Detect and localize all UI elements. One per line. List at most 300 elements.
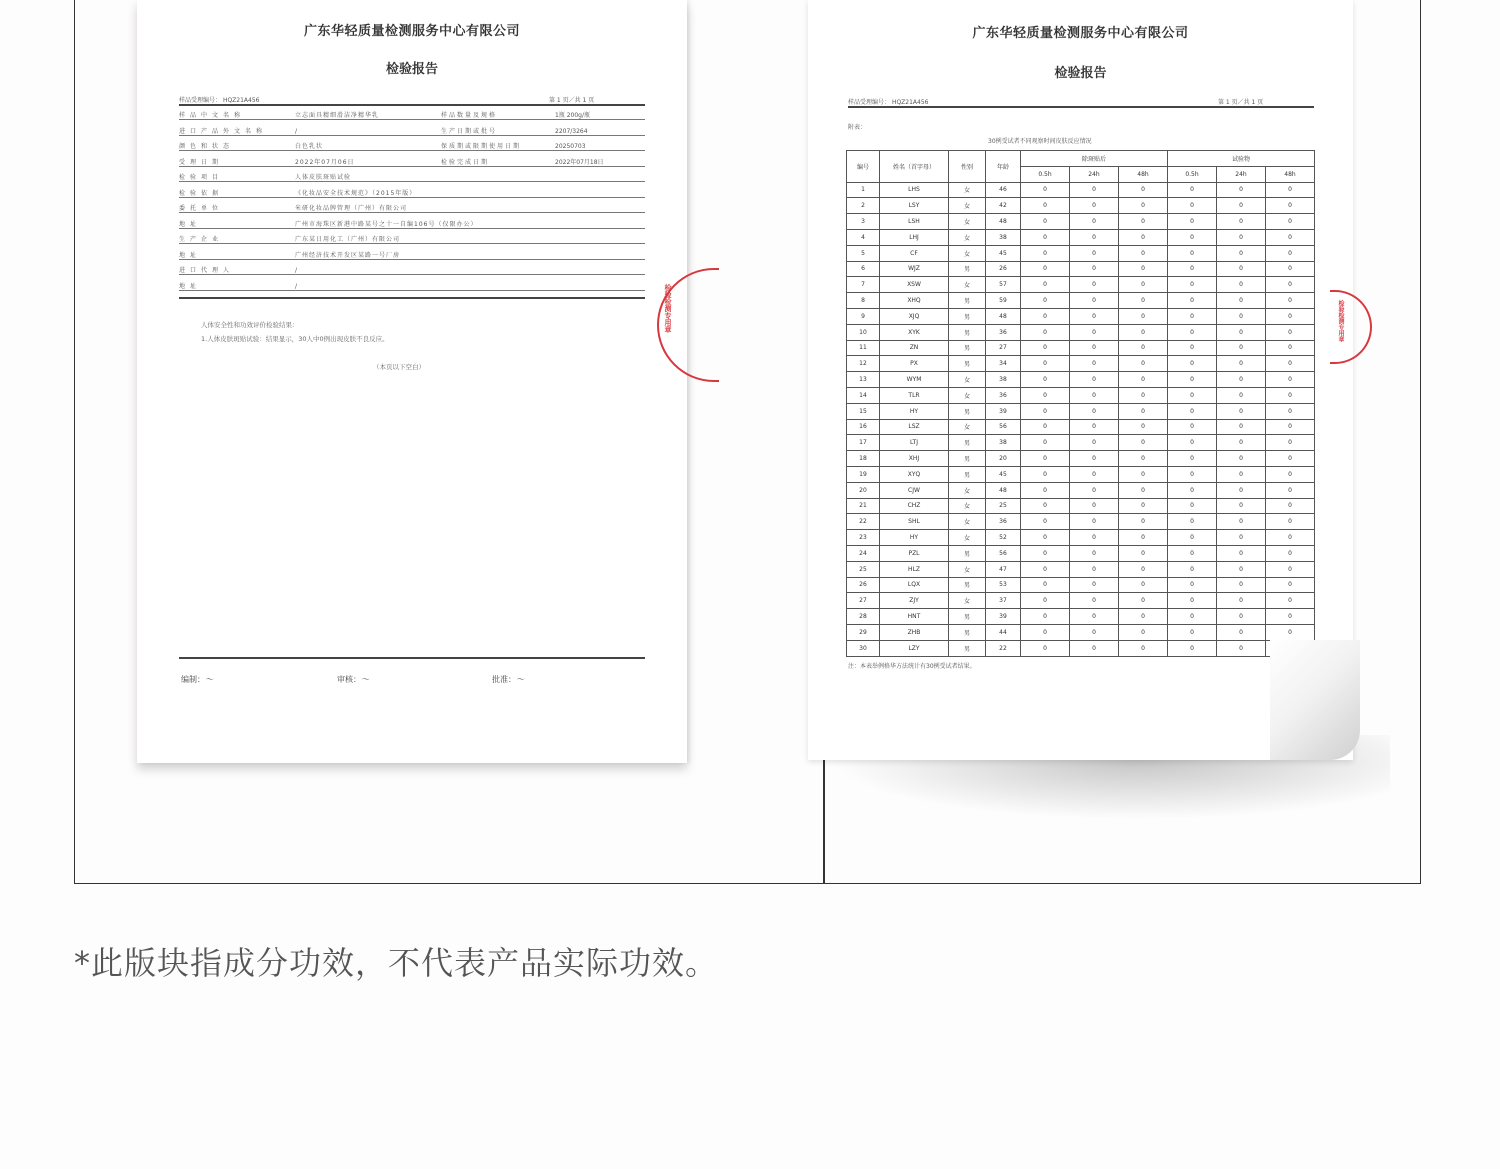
score-cell: 0 xyxy=(1021,435,1070,451)
info-row-value: 2022年07月06日 xyxy=(295,158,355,166)
red-seal-stamp xyxy=(657,268,719,382)
score-cell: 0 xyxy=(1266,545,1315,561)
table-cell: 11 xyxy=(847,340,880,356)
info-row xyxy=(179,248,645,260)
table-cell: 21 xyxy=(847,498,880,514)
score-cell: 0 xyxy=(1168,482,1217,498)
table-cell: 48 xyxy=(986,482,1021,498)
table-cell: 26 xyxy=(847,577,880,593)
table-cell: 男 xyxy=(949,545,986,561)
score-cell: 0 xyxy=(1266,293,1315,309)
score-cell: 0 xyxy=(1119,229,1168,245)
score-cell: 0 xyxy=(1168,245,1217,261)
score-cell: 0 xyxy=(1168,182,1217,198)
table-cell: 19 xyxy=(847,466,880,482)
score-cell: 0 xyxy=(1070,577,1119,593)
th-name: 姓名（首字母） xyxy=(880,151,949,183)
score-cell: 0 xyxy=(1021,277,1070,293)
table-cell: 女 xyxy=(949,419,986,435)
score-cell: 0 xyxy=(1266,530,1315,546)
th-time: 24h xyxy=(1070,166,1119,182)
table-footnote: 注：本表举例格华方法统计有30例受试者结果。 xyxy=(848,663,976,670)
score-cell: 0 xyxy=(1217,498,1266,514)
table-cell: 20 xyxy=(986,451,1021,467)
th-no: 编号 xyxy=(847,151,880,183)
score-cell: 0 xyxy=(1217,324,1266,340)
table-cell: 30 xyxy=(847,640,880,656)
table-cell: 男 xyxy=(949,261,986,277)
score-cell: 0 xyxy=(1021,308,1070,324)
score-cell: 0 xyxy=(1217,640,1266,656)
score-cell: 0 xyxy=(1070,624,1119,640)
score-cell: 0 xyxy=(1266,451,1315,467)
disclaimer-text: *此版块指成分功效，不代表产品实际功效。 xyxy=(74,944,719,982)
score-cell: 0 xyxy=(1266,624,1315,640)
info-row-value-2: 2022年07月18日 xyxy=(555,158,604,166)
score-cell: 0 xyxy=(1070,545,1119,561)
table-cell: 女 xyxy=(949,387,986,403)
score-cell: 0 xyxy=(1266,229,1315,245)
report-org: 广东华轻质量检测服务中心有限公司 xyxy=(303,24,520,39)
score-cell: 0 xyxy=(1070,340,1119,356)
table-cell: 男 xyxy=(949,403,986,419)
table-cell: 38 xyxy=(986,435,1021,451)
table-row xyxy=(847,609,1315,625)
table-cell: PX xyxy=(880,356,949,372)
score-cell: 0 xyxy=(1266,372,1315,388)
report-page-1 xyxy=(137,0,687,763)
score-cell: 0 xyxy=(1119,435,1168,451)
score-cell: 0 xyxy=(1168,593,1217,609)
score-cell: 0 xyxy=(1168,229,1217,245)
score-cell: 0 xyxy=(1217,419,1266,435)
score-cell: 0 xyxy=(1266,356,1315,372)
score-cell: 0 xyxy=(1119,498,1168,514)
sample-no xyxy=(179,95,259,104)
table-cell: XYQ xyxy=(880,466,949,482)
info-row-value-2: 2207/3264 xyxy=(555,127,588,135)
score-cell: 0 xyxy=(1070,593,1119,609)
info-row-value: 人体皮肤斑贴试验 xyxy=(295,174,352,181)
info-row-value: / xyxy=(295,127,299,135)
score-cell: 0 xyxy=(1217,466,1266,482)
table-cell: 39 xyxy=(986,609,1021,625)
score-cell: 0 xyxy=(1070,482,1119,498)
info-row-value: / xyxy=(295,282,299,290)
score-cell: 0 xyxy=(1168,403,1217,419)
table-cell: 25 xyxy=(847,561,880,577)
table-cell: 女 xyxy=(949,182,986,198)
table-cell: XJQ xyxy=(880,308,949,324)
info-row xyxy=(179,139,645,151)
score-cell: 0 xyxy=(1021,340,1070,356)
table-cell: 3 xyxy=(847,214,880,230)
score-cell: 0 xyxy=(1217,451,1266,467)
th-group2: 试验物 xyxy=(1168,151,1315,167)
table-row xyxy=(847,466,1315,482)
score-cell: 0 xyxy=(1119,198,1168,214)
score-cell: 0 xyxy=(1168,340,1217,356)
table-row xyxy=(847,387,1315,403)
info-row-value: 白色乳状 xyxy=(295,143,324,150)
info-row-label: 地址 xyxy=(179,220,202,228)
score-cell: 0 xyxy=(1168,387,1217,403)
table-cell: HY xyxy=(880,403,949,419)
info-row-value: 《化妆品安全技术规范》（2015年版） xyxy=(295,189,417,197)
sample-no-value: HQZ21A456 xyxy=(222,97,260,104)
table-cell: 36 xyxy=(986,387,1021,403)
info-row xyxy=(179,217,645,229)
table-cell: 16 xyxy=(847,419,880,435)
score-cell: 0 xyxy=(1021,293,1070,309)
score-cell: 0 xyxy=(1021,356,1070,372)
score-cell: 0 xyxy=(1217,561,1266,577)
score-cell: 0 xyxy=(1119,419,1168,435)
score-cell: 0 xyxy=(1217,308,1266,324)
th-time: 0.5h xyxy=(1021,166,1070,182)
score-cell: 0 xyxy=(1266,577,1315,593)
table-row xyxy=(847,214,1315,230)
score-cell: 0 xyxy=(1119,545,1168,561)
score-cell: 0 xyxy=(1070,403,1119,419)
table-cell: 46 xyxy=(986,182,1021,198)
score-cell: 0 xyxy=(1070,245,1119,261)
score-cell: 0 xyxy=(1168,451,1217,467)
table-cell: 12 xyxy=(847,356,880,372)
score-cell: 0 xyxy=(1070,229,1119,245)
table-cell: 29 xyxy=(847,624,880,640)
table-cell: 48 xyxy=(986,308,1021,324)
signature-divider xyxy=(179,657,645,659)
score-cell: 0 xyxy=(1119,372,1168,388)
table-cell: 男 xyxy=(949,435,986,451)
page-curl xyxy=(1270,640,1360,760)
score-cell: 0 xyxy=(1217,372,1266,388)
table-row xyxy=(847,245,1315,261)
score-cell: 0 xyxy=(1266,182,1315,198)
score-cell: 0 xyxy=(1021,466,1070,482)
score-cell: 0 xyxy=(1119,261,1168,277)
th-time: 0.5h xyxy=(1168,166,1217,182)
results-table xyxy=(846,150,1315,657)
info-row-label: 进口产品外文名称 xyxy=(179,127,268,135)
score-cell: 0 xyxy=(1021,403,1070,419)
info-row xyxy=(179,155,645,167)
score-cell: 0 xyxy=(1070,182,1119,198)
score-cell: 0 xyxy=(1266,198,1315,214)
conclusion-title: 人体安全性和功效评价检验结果： xyxy=(201,321,299,329)
table-cell: 52 xyxy=(986,530,1021,546)
score-cell: 0 xyxy=(1266,482,1315,498)
score-cell: 0 xyxy=(1168,640,1217,656)
score-cell: 0 xyxy=(1021,451,1070,467)
info-row-value-2: 1瓶 200g/瓶 xyxy=(555,112,591,119)
score-cell: 0 xyxy=(1021,545,1070,561)
score-cell: 0 xyxy=(1119,466,1168,482)
table-cell: 42 xyxy=(986,198,1021,214)
table-cell: 4 xyxy=(847,229,880,245)
table-row xyxy=(847,403,1315,419)
page-number: 第 1 页／共 1 页 xyxy=(549,97,595,104)
table-cell: 20 xyxy=(847,482,880,498)
table-row xyxy=(847,545,1315,561)
score-cell: 0 xyxy=(1070,530,1119,546)
score-cell: 0 xyxy=(1070,261,1119,277)
score-cell: 0 xyxy=(1217,577,1266,593)
score-cell: 0 xyxy=(1266,498,1315,514)
table-cell: LQX xyxy=(880,577,949,593)
score-cell: 0 xyxy=(1021,261,1070,277)
score-cell: 0 xyxy=(1266,609,1315,625)
divider-top xyxy=(848,106,1314,108)
sample-no-label: 样品受理编号： xyxy=(179,97,222,104)
table-cell: 36 xyxy=(986,514,1021,530)
report-title: 检验报告 xyxy=(385,62,438,77)
table-cell: WYM xyxy=(880,372,949,388)
score-cell: 0 xyxy=(1070,198,1119,214)
score-cell: 0 xyxy=(1021,609,1070,625)
score-cell: 0 xyxy=(1021,214,1070,230)
table-cell: 女 xyxy=(949,530,986,546)
score-cell: 0 xyxy=(1119,356,1168,372)
score-cell: 0 xyxy=(1168,514,1217,530)
table-cell: XSW xyxy=(880,277,949,293)
score-cell: 0 xyxy=(1217,514,1266,530)
table-cell: CJW xyxy=(880,482,949,498)
table-row xyxy=(847,451,1315,467)
table-cell: 18 xyxy=(847,451,880,467)
divider-bottom xyxy=(179,297,645,299)
table-cell: 9 xyxy=(847,308,880,324)
score-cell: 0 xyxy=(1119,593,1168,609)
table-cell: 17 xyxy=(847,435,880,451)
table-cell: 男 xyxy=(949,609,986,625)
sample-no-label: 样品受理编号： xyxy=(848,99,891,106)
score-cell: 0 xyxy=(1168,609,1217,625)
score-cell: 0 xyxy=(1119,324,1168,340)
table-caption: 30例受试者不同观察时间皮肤反应情况 xyxy=(988,138,1092,145)
table-cell: 男 xyxy=(949,451,986,467)
score-cell: 0 xyxy=(1119,293,1168,309)
score-cell: 0 xyxy=(1266,340,1315,356)
score-cell: 0 xyxy=(1070,514,1119,530)
score-cell: 0 xyxy=(1217,356,1266,372)
attach-label: 附表： xyxy=(848,124,867,131)
score-cell: 0 xyxy=(1070,451,1119,467)
score-cell: 0 xyxy=(1021,324,1070,340)
table-row xyxy=(847,277,1315,293)
score-cell: 0 xyxy=(1168,293,1217,309)
th-sex: 性别 xyxy=(949,151,986,183)
sign-approver: 批准：〜 xyxy=(492,675,524,684)
table-cell: ZJY xyxy=(880,593,949,609)
score-cell: 0 xyxy=(1217,609,1266,625)
table-cell: 27 xyxy=(847,593,880,609)
table-cell: 女 xyxy=(949,245,986,261)
table-cell: 27 xyxy=(986,340,1021,356)
th-time: 24h xyxy=(1217,166,1266,182)
score-cell: 0 xyxy=(1021,577,1070,593)
table-cell: WJZ xyxy=(880,261,949,277)
table-cell: 2 xyxy=(847,198,880,214)
table-cell: LTJ xyxy=(880,435,949,451)
score-cell: 0 xyxy=(1119,640,1168,656)
table-cell: 38 xyxy=(986,229,1021,245)
score-cell: 0 xyxy=(1168,545,1217,561)
score-cell: 0 xyxy=(1021,530,1070,546)
score-cell: 0 xyxy=(1021,640,1070,656)
sample-no xyxy=(848,97,928,106)
score-cell: 0 xyxy=(1070,356,1119,372)
score-cell: 0 xyxy=(1021,198,1070,214)
table-cell: 48 xyxy=(986,214,1021,230)
info-row xyxy=(179,186,645,198)
table-cell: CF xyxy=(880,245,949,261)
score-cell: 0 xyxy=(1266,514,1315,530)
table-row xyxy=(847,340,1315,356)
table-cell: 34 xyxy=(986,356,1021,372)
score-cell: 0 xyxy=(1168,324,1217,340)
table-cell: 47 xyxy=(986,561,1021,577)
info-row-value: 米研化妆品牌管理（广州）有限公司 xyxy=(295,205,408,212)
table-cell: 53 xyxy=(986,577,1021,593)
score-cell: 0 xyxy=(1021,561,1070,577)
score-cell: 0 xyxy=(1021,593,1070,609)
info-row-value-2: 20250703 xyxy=(555,143,586,150)
score-cell: 0 xyxy=(1119,451,1168,467)
score-cell: 0 xyxy=(1119,530,1168,546)
table-cell: CHZ xyxy=(880,498,949,514)
table-row xyxy=(847,435,1315,451)
table-row xyxy=(847,640,1315,656)
score-cell: 0 xyxy=(1021,372,1070,388)
info-row-value: 广东某日用化工（广州）有限公司 xyxy=(295,236,401,243)
score-cell: 0 xyxy=(1021,514,1070,530)
score-cell: 0 xyxy=(1217,182,1266,198)
score-cell: 0 xyxy=(1168,577,1217,593)
score-cell: 0 xyxy=(1021,182,1070,198)
score-cell: 0 xyxy=(1119,245,1168,261)
score-cell: 0 xyxy=(1168,372,1217,388)
table-cell: 男 xyxy=(949,340,986,356)
table-row xyxy=(847,419,1315,435)
score-cell: 0 xyxy=(1168,419,1217,435)
table-cell: TLR xyxy=(880,387,949,403)
table-cell: 男 xyxy=(949,324,986,340)
table-cell: 39 xyxy=(986,403,1021,419)
score-cell: 0 xyxy=(1021,245,1070,261)
score-cell: 0 xyxy=(1070,435,1119,451)
table-cell: 59 xyxy=(986,293,1021,309)
th-age: 年龄 xyxy=(986,151,1021,183)
score-cell: 0 xyxy=(1119,214,1168,230)
end-note: （本页以下空白） xyxy=(373,363,425,371)
table-cell: 女 xyxy=(949,482,986,498)
stamp-label: 检验检测专用章 xyxy=(664,284,672,333)
score-cell: 0 xyxy=(1070,277,1119,293)
table-cell: 14 xyxy=(847,387,880,403)
score-cell: 0 xyxy=(1266,277,1315,293)
score-cell: 0 xyxy=(1070,466,1119,482)
table-cell: 37 xyxy=(986,593,1021,609)
score-cell: 0 xyxy=(1119,182,1168,198)
sample-no-value: HQZ21A456 xyxy=(891,99,929,106)
table-cell: SHL xyxy=(880,514,949,530)
table-cell: 男 xyxy=(949,356,986,372)
table-row xyxy=(847,293,1315,309)
table-row xyxy=(847,561,1315,577)
score-cell: 0 xyxy=(1021,624,1070,640)
score-cell: 0 xyxy=(1070,324,1119,340)
score-cell: 0 xyxy=(1070,372,1119,388)
score-cell: 0 xyxy=(1266,419,1315,435)
table-cell: LHS xyxy=(880,182,949,198)
info-row xyxy=(179,232,645,244)
info-row-label: 受理日期 xyxy=(179,158,224,166)
score-cell: 0 xyxy=(1266,308,1315,324)
table-cell: 22 xyxy=(847,514,880,530)
table-cell: 28 xyxy=(847,609,880,625)
th-time: 48h xyxy=(1266,166,1315,182)
table-cell: 26 xyxy=(986,261,1021,277)
table-cell: LSH xyxy=(880,214,949,230)
table-cell: 24 xyxy=(847,545,880,561)
table-cell: HNT xyxy=(880,609,949,625)
table-row xyxy=(847,577,1315,593)
table-row xyxy=(847,182,1315,198)
info-row-value: 广州市海珠区新港中路某号之十一自编106号（仅限办公） xyxy=(295,220,478,228)
score-cell: 0 xyxy=(1168,435,1217,451)
table-cell: 女 xyxy=(949,277,986,293)
table-cell: 女 xyxy=(949,514,986,530)
score-cell: 0 xyxy=(1217,530,1266,546)
score-cell: 0 xyxy=(1070,561,1119,577)
score-cell: 0 xyxy=(1217,624,1266,640)
table-cell: 男 xyxy=(949,308,986,324)
score-cell: 0 xyxy=(1168,308,1217,324)
info-row-value: / xyxy=(295,267,299,274)
score-cell: 0 xyxy=(1217,482,1266,498)
score-cell: 0 xyxy=(1217,277,1266,293)
table-cell: ZHB xyxy=(880,624,949,640)
score-cell: 0 xyxy=(1266,324,1315,340)
info-row xyxy=(179,108,645,120)
score-cell: 0 xyxy=(1070,308,1119,324)
table-cell: 男 xyxy=(949,577,986,593)
conclusion-text: 1.人体皮肤斑贴试验：结果显示，30人中0例出现皮肤不良反应。 xyxy=(201,335,389,343)
stamp-label: 检验检测专用章 xyxy=(1337,300,1344,342)
score-cell: 0 xyxy=(1168,498,1217,514)
table-row xyxy=(847,514,1315,530)
table-cell: LHJ xyxy=(880,229,949,245)
score-cell: 0 xyxy=(1217,593,1266,609)
table-cell: 57 xyxy=(986,277,1021,293)
score-cell: 0 xyxy=(1217,229,1266,245)
info-row-label: 进口代理人 xyxy=(179,267,235,274)
sign-editor: 编制：〜 xyxy=(181,675,213,684)
th-time: 48h xyxy=(1119,166,1168,182)
table-row xyxy=(847,498,1315,514)
table-cell: 男 xyxy=(949,624,986,640)
table-cell: 45 xyxy=(986,245,1021,261)
table-row xyxy=(847,229,1315,245)
score-cell: 0 xyxy=(1217,435,1266,451)
score-cell: 0 xyxy=(1070,609,1119,625)
score-cell: 0 xyxy=(1217,198,1266,214)
table-cell: 45 xyxy=(986,466,1021,482)
table-cell: 44 xyxy=(986,624,1021,640)
score-cell: 0 xyxy=(1168,198,1217,214)
